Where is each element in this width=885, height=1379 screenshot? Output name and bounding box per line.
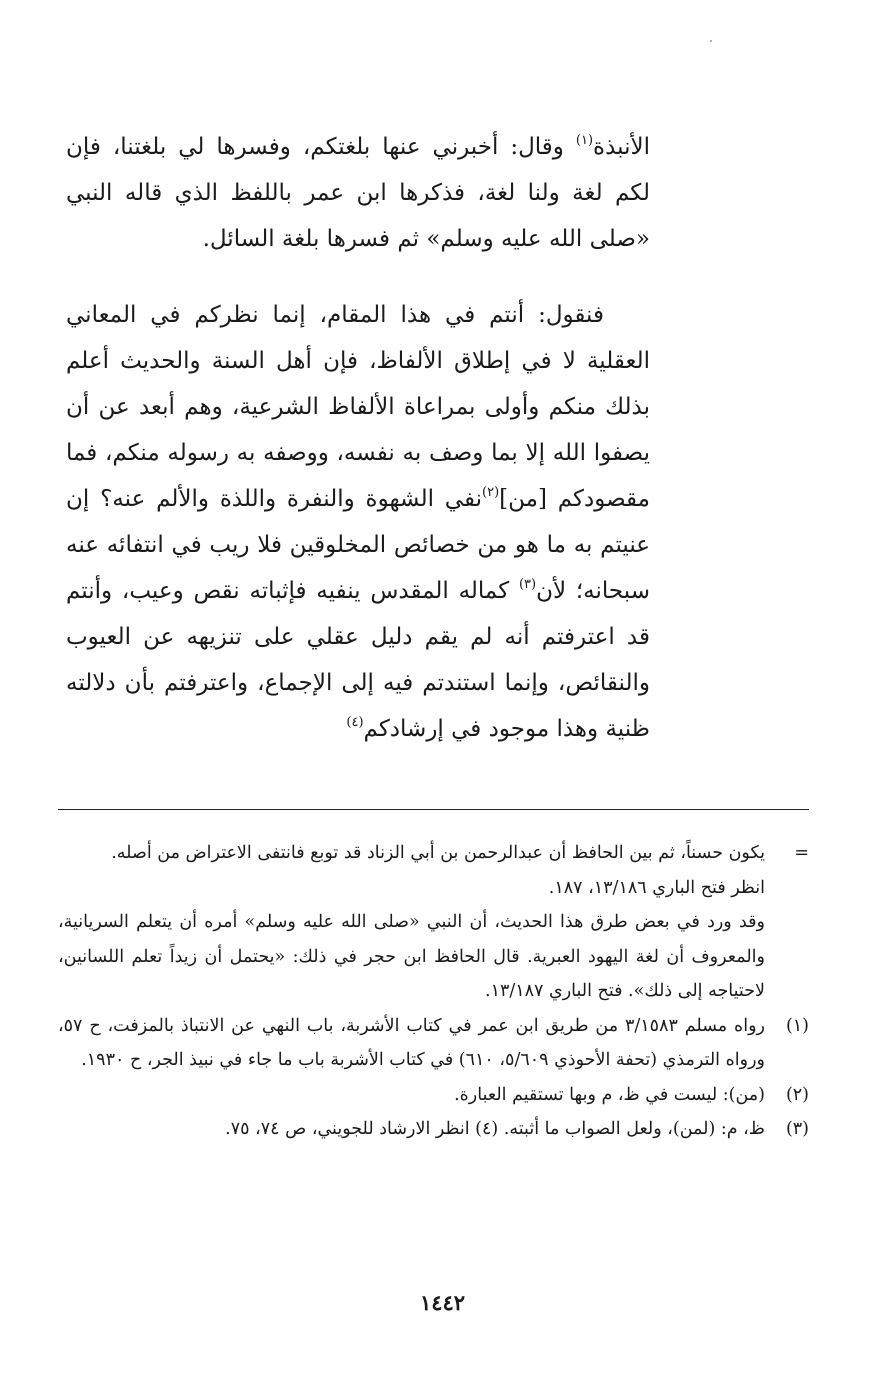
footnote-marker-2: (٢): [785, 1084, 809, 1105]
text-run: وقال: أخبرني عنها بلغتكم، وفسرها لي بلغتنا، فإن لكم لغة ولنا لغة، فذكرها ابن عمر باللفظ الذي قاله النبي «صلى الله عليه وسلم» ثم فسرها بلغة السائل.: [66, 134, 650, 252]
footnote-text: يكون حسناً، ثم بين الحافظ أن عبدالرحمن بن أبي الزناد قد توبع فانتفى الاعتراض من أصله.: [111, 843, 765, 863]
footnote-text: انظر فتح الباري ١٣/١٨٦، ١٨٧.: [548, 877, 765, 898]
footnote-continuation: [58, 836, 809, 871]
footnote-2: [58, 1078, 809, 1113]
footnote-text: وقد ورد في بعض طرق هذا الحديث، أن النبي «صلى الله عليه وسلم» أمره أن يتعلم السريانية، والمعروف أن لغة اليهود العبرية. قال الحافظ ابن حجر في ذلك: «يحتمل أن زيداً تعلم اللسانين، لاحتياجه إلى ذلك». فتح الباري ١٣/١٨٧.: [58, 912, 765, 1001]
footnote-3: [58, 1112, 809, 1147]
footnotes-block: [58, 836, 809, 1147]
footnote-text: ظ، م: (لمن)، ولعل الصواب ما أثبته. (٤) انظر الارشاد للجويني، ص ٧٤، ٧٥.: [225, 1119, 765, 1139]
text-run: الأنبذة: [593, 134, 650, 160]
text-run: كماله المقدس ينفيه فإثباته نقص وعيب، وأنتم قد اعترفتم أنه لم يقم دليل عقلي على تنزيهه عن العيوب والنقائص، وإنما استندتم فيه إلى الإجماع، واعترفتم بأن دلالته ظنية وهذا موجود في إرشادكم: [66, 578, 650, 742]
footnote-ref-2: (٢): [482, 485, 500, 500]
footnote-reference-line: [58, 871, 809, 906]
paragraph-2: [66, 292, 650, 752]
footnote-paragraph: [58, 905, 809, 1009]
main-text-block: [66, 124, 650, 752]
scan-speck: [710, 40, 712, 42]
footnote-ref-4: (٤): [346, 715, 364, 730]
footnote-1: [58, 1009, 809, 1078]
page-number: ١٤٤٢: [419, 1290, 466, 1315]
footnote-ref-3: (٣): [518, 577, 537, 592]
continuation-marker: =: [794, 843, 809, 863]
footnote-marker-1: (١): [785, 1015, 809, 1036]
footnote-ref-1: (١): [575, 133, 594, 148]
footnote-text: (من): ليست في ظ، م وبها تستقيم العبارة.: [454, 1084, 765, 1105]
text-run: فنقول: أنتم في هذا المقام، إنما نظركم في المعاني العقلية لا في إطلاق الألفاظ، فإن أهل السنة والحديث أعلم بذلك منكم وأولى بمراعاة الألفاظ الشرعية، وهم أبعد عن أن يصفوا الله إلا بما وصف به نفسه، ووصفه به رسوله منكم، فما مقصودكم [من]: [66, 302, 651, 512]
footnote-text: رواه مسلم ٣/١٥٨٣ من طريق ابن عمر في كتاب الأشربة، باب النهي عن الانتباذ بالمزفت، ح ٥٧، ورواه الترمذي (تحفة الأحوذي ٥/٦٠٩، ٦١٠) في كتاب الأشربة باب ما جاء في نبيذ الجر، ح ١٩٣٠.: [58, 1015, 765, 1070]
footnote-marker-3: (٣): [785, 1119, 809, 1139]
text-run: نفي الشهوة والنفرة واللذة والألم عنه؟ إن عنيتم به ما هو من خصائص المخلوقين فلا ريب في انتفائه عنه سبحانه؛ لأن: [66, 486, 650, 604]
paragraph-1: [66, 124, 650, 262]
footnote-separator: [58, 809, 809, 810]
